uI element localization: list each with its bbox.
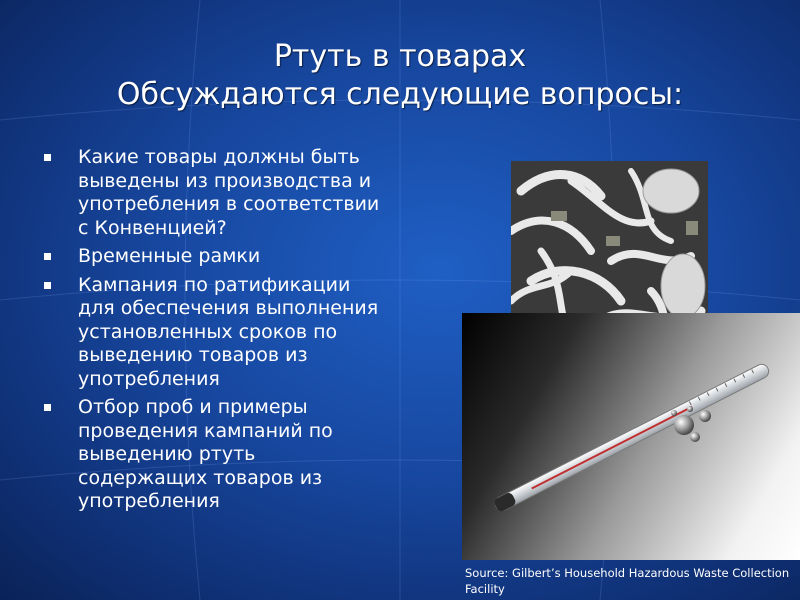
title-line-2: Обсуждаются следующие вопросы: (116, 77, 684, 112)
bullet-list (44, 146, 384, 519)
slide-title (0, 38, 800, 114)
thermometer-photo (462, 313, 800, 560)
bullet-item: Какие товары должны быть выведены из производства и употребления в соответствии с Конвенцией? (44, 146, 384, 240)
image-source-caption: Source: Gilbert’s Household Hazardous Waste Collection Facility (465, 566, 790, 596)
bullet-item: Временные рамки (44, 245, 384, 269)
bullet-item: Отбор проб и примеры проведения кампаний по выведению ртуть содержащих товаров из употребления (44, 396, 384, 514)
bullet-item: Кампания по ратификации для обеспечения выполнения установленных сроков по выведению товаров из употребления (44, 274, 384, 392)
title-line-1: Ртуть в товарах (273, 39, 527, 74)
